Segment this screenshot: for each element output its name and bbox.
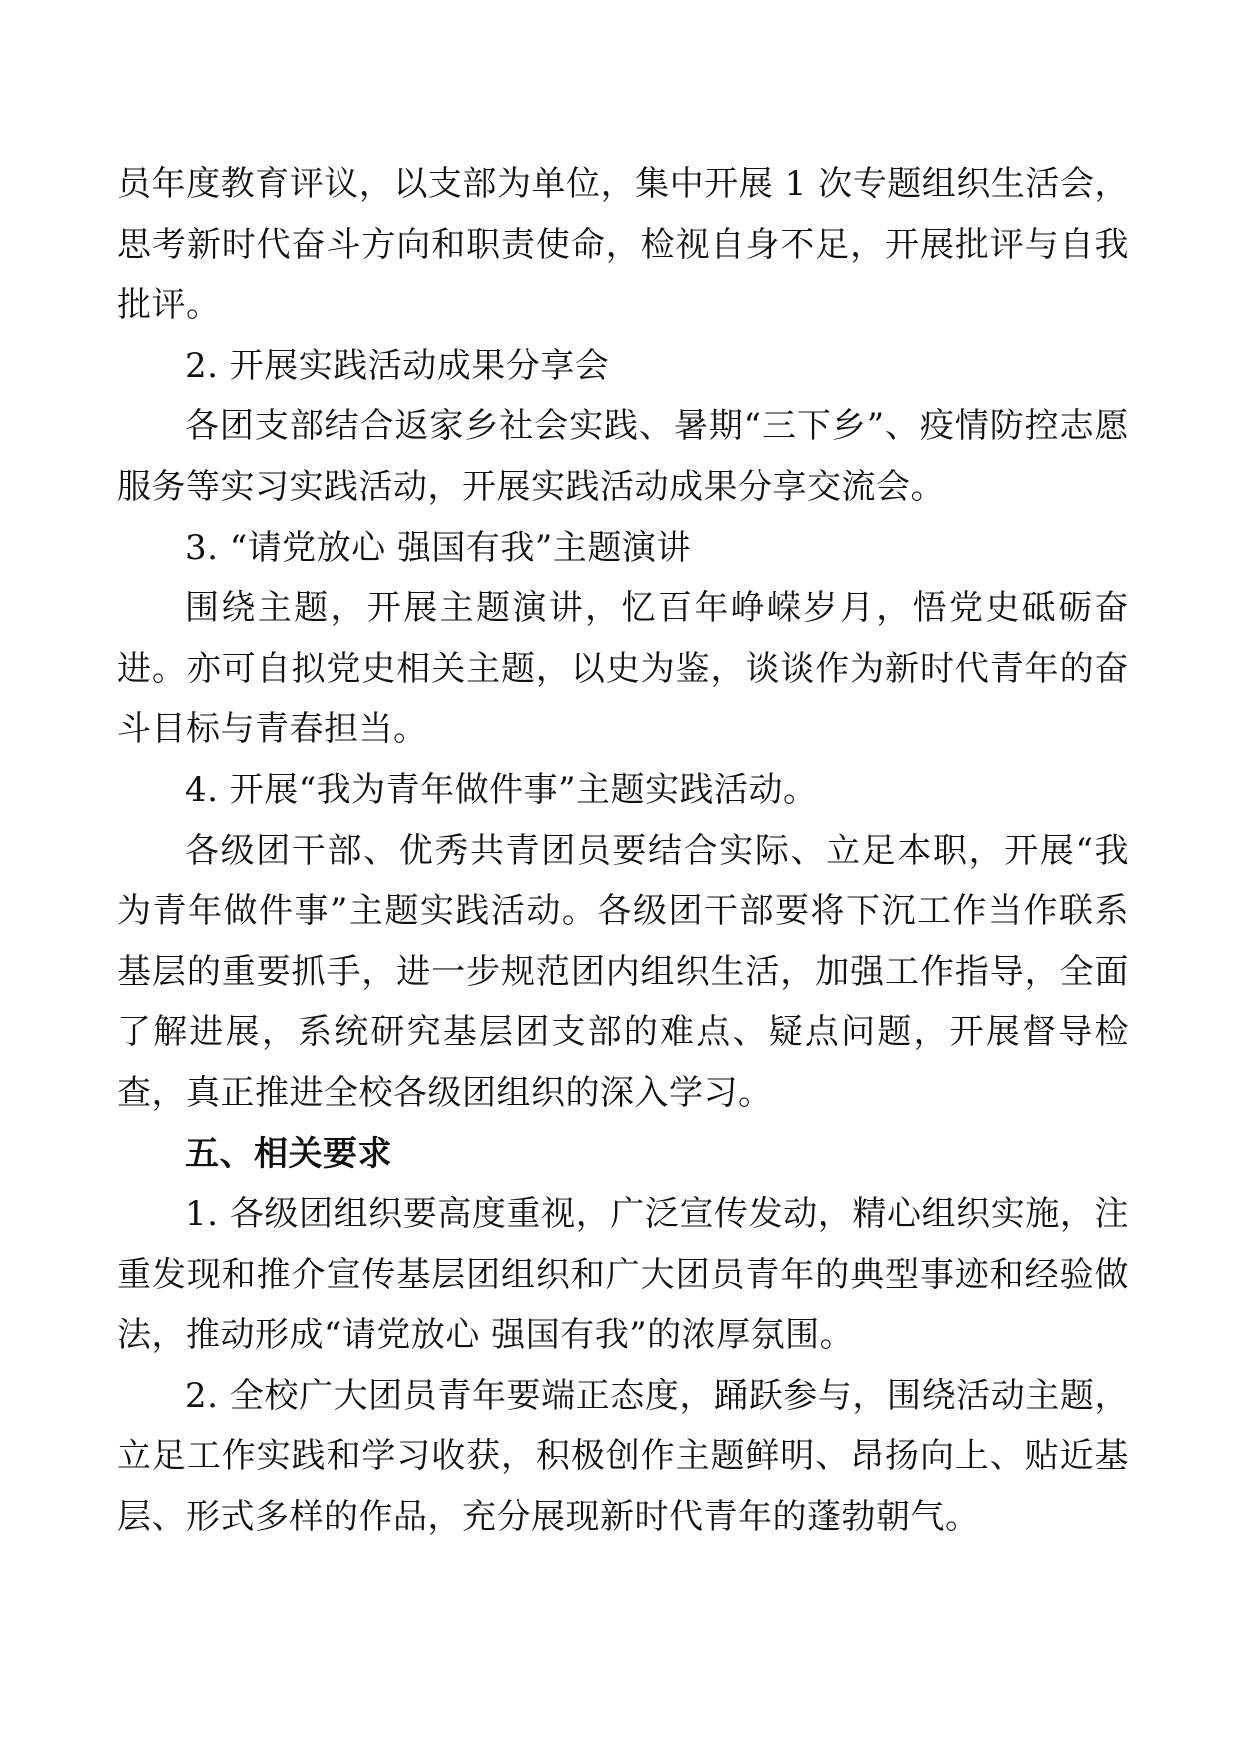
subheading-youth-activity: 4. 开展“我为青年做件事”主题实践活动。 <box>185 769 818 810</box>
paragraph-study-evaluation: 员年度教育评议，以支部为单位，集中开展 1 次专题组织生活会，思考新时代奋斗方向和职责使命，检视自身不足，开展批评与自我批评。 <box>117 164 1129 326</box>
subheading-practice-sharing: 2. 开展实践活动成果分享会 <box>185 345 610 386</box>
section-heading-requirements: 五、相关要求 <box>185 1133 392 1174</box>
paragraph-youth-activity: 各级团干部、优秀共青团员要结合实际、立足本职，开展“我为青年做件事”主题实践活动。各级团干部要将下沉工作当作联系基层的重要抓手，进一步规范团内组织生活，加强工作指导，全面了解进展，系统研究基层团支部的难点、疑点问题，开展督导检查，真正推进全校各级团组织的深入学习。 <box>117 830 1129 1113</box>
subheading-speech: 3. “请党放心 强国有我”主题演讲 <box>185 527 691 568</box>
paragraph-requirement-1: 1. 各级团组织要高度重视，广泛宣传发动，精心组织实施，注重发现和推介宣传基层团组织和广大团员青年的典型事迹和经验做法，推动形成“请党放心 强国有我”的浓厚氛围。 <box>117 1194 1129 1356</box>
document-body <box>117 154 1129 1548</box>
paragraph-practice-sharing: 各团支部结合返家乡社会实践、暑期“三下乡”、疫情防控志愿服务等实习实践活动，开展实践活动成果分享交流会。 <box>117 406 1129 507</box>
paragraph-speech: 围绕主题，开展主题演讲，忆百年峥嵘岁月，悟党史砥砺奋进。亦可自拟党史相关主题，以史为鉴，谈谈作为新时代青年的奋斗目标与青春担当。 <box>117 588 1129 750</box>
paragraph-requirement-2: 2. 全校广大团员青年要端正态度，踊跃参与，围绕活动主题，立足工作实践和学习收获，积极创作主题鲜明、昂扬向上、贴近基层、形式多样的作品，充分展现新时代青年的蓬勃朝气。 <box>117 1375 1129 1538</box>
